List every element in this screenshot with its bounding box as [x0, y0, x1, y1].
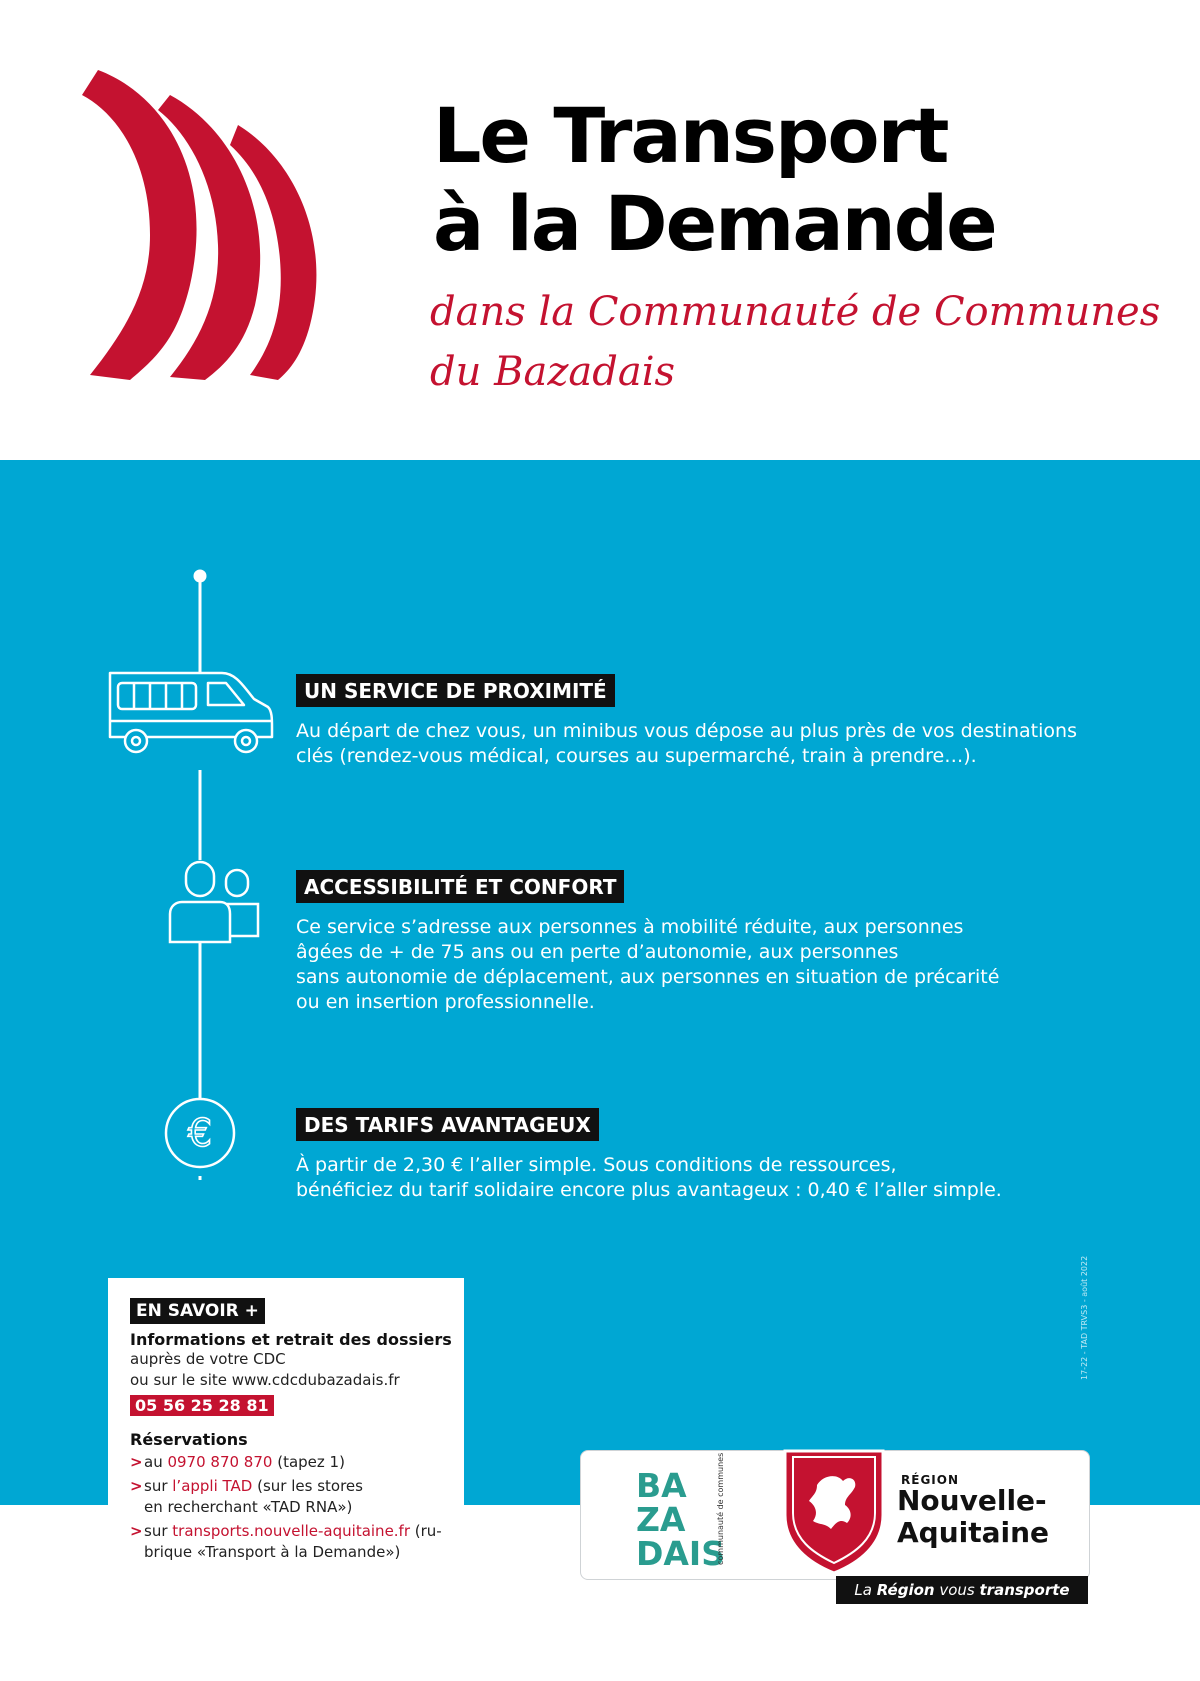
section-line: âgées de + de 75 ans ou en perte d’autonomie, aux personnes — [296, 941, 899, 963]
section-line: Au départ de chez vous, un minibus vous dépose au plus près de vos destinations — [296, 720, 1077, 742]
title-line-1: Le Transport — [433, 91, 948, 180]
people-icon — [166, 858, 262, 944]
print-credit: 17-22 - TAD TRVS3 - août 2022 — [1080, 1255, 1089, 1380]
page-title — [433, 92, 996, 268]
slogan-part: transporte — [979, 1581, 1070, 1599]
svg-text:€: € — [187, 1111, 213, 1155]
partner-logos — [580, 1450, 1090, 1580]
region-label: RÉGION — [901, 1473, 959, 1487]
reservation-post: (sur les stores — [252, 1477, 363, 1495]
subtitle-line-2: du Bazadais — [430, 349, 676, 395]
section-line: ou en insertion professionnelle. — [296, 991, 595, 1013]
cdc-phone[interactable]: 05 56 25 28 81 — [130, 1395, 274, 1416]
subtitle-line-1: dans la Communauté de Communes — [430, 289, 1161, 335]
bazadais-tagline: communauté de communes — [716, 1452, 725, 1565]
region-slogan — [836, 1576, 1088, 1604]
slogan-part: Région — [876, 1581, 935, 1599]
bazadais-letter-row: BA — [636, 1466, 687, 1505]
reservation-website-link[interactable]: transports.nouvelle-aquitaine.fr — [172, 1522, 411, 1540]
bazadais-letter-row: ZA — [636, 1500, 686, 1539]
reservation-text — [144, 1452, 345, 1473]
arrow-icon: > — [130, 1477, 143, 1495]
chevrons-logo — [70, 55, 370, 385]
info-title: EN SAVOIR + — [130, 1298, 265, 1324]
reservation-app — [130, 1476, 464, 1518]
section-body — [296, 1153, 1002, 1203]
reservation-line2: en recherchant «TAD RNA») — [144, 1498, 353, 1516]
info-heading: Informations et retrait des dossiers — [130, 1330, 452, 1349]
region-shield-icon — [779, 1445, 889, 1575]
reservations-title: Réservations — [130, 1430, 248, 1449]
reservation-post: (ru- — [410, 1522, 442, 1540]
region-name-line: Aquitaine — [897, 1516, 1050, 1549]
reservation-app-link[interactable]: l’appli TAD — [172, 1477, 253, 1495]
region-name — [897, 1485, 1049, 1549]
section-line: Ce service s’adresse aux personnes à mobilité réduite, aux personnes — [296, 916, 964, 938]
info-website[interactable]: ou sur le site www.cdcdubazadais.fr — [130, 1371, 400, 1389]
section-title: ACCESSIBILITÉ ET CONFORT — [296, 870, 624, 903]
slogan-part: vous — [934, 1581, 980, 1599]
section-proximite — [296, 674, 1077, 769]
reservation-website — [130, 1521, 464, 1563]
section-body — [296, 719, 1077, 769]
section-line: sans autonomie de déplacement, aux personnes en situation de précarité — [296, 966, 1000, 988]
bazadais-letters — [636, 1466, 725, 1573]
section-accessibilite — [296, 870, 999, 1015]
reservation-line2: brique «Transport à la Demande») — [144, 1543, 401, 1561]
section-title: UN SERVICE DE PROXIMITÉ — [296, 674, 615, 707]
arrow-icon: > — [130, 1453, 143, 1471]
reservation-pre: au — [144, 1453, 168, 1471]
info-box — [108, 1278, 464, 1678]
page-subtitle — [430, 282, 1170, 402]
reservation-pre: sur — [144, 1522, 173, 1540]
reservation-phone — [130, 1452, 464, 1473]
slogan-part: La — [854, 1581, 877, 1599]
reservation-text — [144, 1476, 363, 1518]
reservation-phone-link[interactable]: 0970 870 870 — [167, 1453, 273, 1471]
region-name-line: Nouvelle- — [897, 1484, 1047, 1517]
section-title: DES TARIFS AVANTAGEUX — [296, 1108, 599, 1141]
reservation-pre: sur — [144, 1477, 173, 1495]
bazadais-logo — [636, 1452, 736, 1573]
section-line: À partir de 2,30 € l’aller simple. Sous conditions de ressources, — [296, 1154, 897, 1176]
minibus-icon — [104, 665, 276, 759]
reservation-text — [144, 1521, 442, 1563]
title-line-2: à la Demande — [433, 179, 996, 268]
reservation-post: (tapez 1) — [272, 1453, 345, 1471]
section-tarifs — [296, 1108, 1002, 1203]
euro-icon — [163, 1096, 237, 1170]
section-body — [296, 915, 999, 1015]
section-line: bénéficiez du tarif solidaire encore plus avantageux : 0,40 € l’aller simple. — [296, 1179, 1002, 1201]
section-line: clés (rendez-vous médical, courses au supermarché, train à prendre…). — [296, 745, 977, 767]
bazadais-letter-row: DAIS — [636, 1534, 725, 1573]
info-line: auprès de votre CDC — [130, 1350, 286, 1368]
arrow-icon: > — [130, 1522, 143, 1540]
